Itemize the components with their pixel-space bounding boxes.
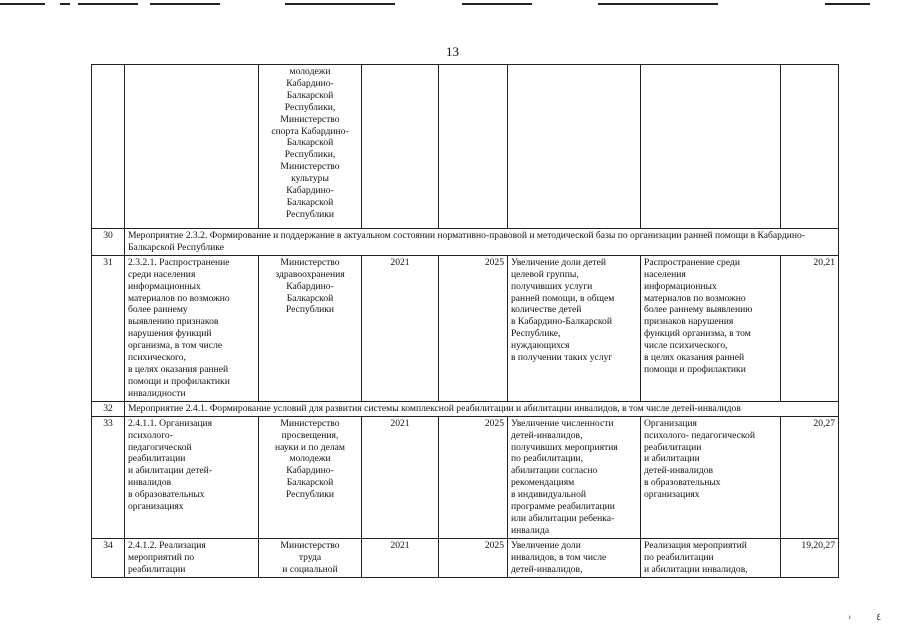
- executor: [259, 538, 362, 577]
- expected-result-line: Увеличение численности: [511, 417, 614, 429]
- event-name-line: 2.3.2.1. Распространение: [128, 256, 230, 268]
- expected-result-line: целевой группы,: [511, 268, 579, 280]
- expected-result-line: рекомендациям: [511, 477, 575, 489]
- indicator: [641, 255, 781, 401]
- expected-result-line: получивших мероприятия: [511, 441, 618, 453]
- executor-line: Республики,: [284, 101, 336, 113]
- event-name-line: инвалидов: [128, 477, 172, 489]
- indicator-line: психолого- педагогической: [644, 429, 755, 441]
- table-row: [92, 401, 839, 416]
- start-year: 2021: [362, 538, 439, 577]
- scan-edge-mark: [825, 3, 870, 5]
- executor-line: Кабардино-: [286, 280, 334, 292]
- event-name-line: в целях оказания ранней: [128, 363, 229, 375]
- row-number: 34: [92, 538, 125, 577]
- row-number: 31: [92, 255, 125, 401]
- row-number: 30: [92, 229, 125, 256]
- indicator-line: организациях: [644, 489, 700, 501]
- executor-line: Министерство: [280, 113, 340, 125]
- scan-edge-mark: [78, 3, 138, 5]
- executor-line: Министерство: [280, 539, 340, 551]
- indicator-line: в образовательных: [644, 477, 721, 489]
- expected-result-line: по реабилитации,: [511, 453, 584, 465]
- executor-line: Балкарской: [286, 137, 334, 149]
- event-name-line: организациях: [128, 501, 184, 513]
- indicator-line: функций организма, в том: [644, 328, 751, 340]
- expected-result-line: количестве детей: [511, 304, 582, 316]
- indicator-line: по реабилитации: [644, 551, 714, 563]
- event-name-line: психического,: [128, 352, 186, 364]
- indicator-line: признаков нарушения: [644, 316, 734, 328]
- executor-line: Кабардино-: [286, 77, 334, 89]
- indicator: [641, 538, 781, 577]
- event-name-line: 2.4.1.1. Организация: [128, 417, 213, 429]
- executor-line: молодежи: [289, 453, 331, 465]
- event-name: [125, 538, 259, 577]
- end-year: 2025: [439, 416, 508, 538]
- row-number: 32: [92, 401, 125, 416]
- end-year: 2025: [439, 538, 508, 577]
- event-name-line: в образовательных: [128, 489, 205, 501]
- scan-corner-mark: ٤: [876, 612, 882, 623]
- indicator-line: помощи и профилактики: [644, 363, 746, 375]
- executor-line: Балкарской: [286, 292, 334, 304]
- indicator-line: Распространение среди: [644, 256, 740, 268]
- scan-edge-mark: [150, 3, 220, 5]
- table-row: [92, 229, 839, 256]
- events-table: [91, 64, 839, 578]
- executor: [259, 255, 362, 401]
- expected-result: [508, 255, 641, 401]
- expected-result-line: Увеличение доли детей: [511, 256, 606, 268]
- event-name-line: материалов по возможно: [128, 292, 230, 304]
- executor-line: и социальной: [282, 563, 338, 575]
- scan-corner-mark: ›: [848, 612, 852, 623]
- executor-line: Республики: [285, 208, 335, 220]
- event-name-line: информационных: [128, 280, 201, 292]
- expected-result-line: инвалидов, в том числе: [511, 551, 607, 563]
- expected-result-line: или абилитации ребенка-: [511, 512, 615, 524]
- executor-line: просвещения,: [281, 429, 339, 441]
- executor-line: науки и по делам: [274, 441, 345, 453]
- expected-result-line: инвалида: [511, 524, 550, 536]
- expected-result-line: абилитации согласно: [511, 465, 598, 477]
- event-name-line: инвалидности: [128, 387, 186, 399]
- event-name-line: и абилитации детей-: [128, 465, 213, 477]
- executor-line: Республики: [285, 304, 335, 316]
- indicator-line: в целях оказания ранней: [644, 352, 745, 364]
- executor-line: Балкарской: [286, 477, 334, 489]
- expected-result-line: получивших услуги: [511, 280, 593, 292]
- expected-result-line: нуждающихся: [511, 340, 570, 352]
- expected-result-line: в получении таких услуг: [511, 352, 613, 364]
- executor-line: Балкарской: [286, 89, 334, 101]
- indicator-line: материалов по возможно: [644, 292, 746, 304]
- indicator-line: числе психического,: [644, 340, 728, 352]
- executor-line: Министерство: [280, 161, 340, 173]
- indicator-line: информационных: [644, 280, 717, 292]
- section-heading: Мероприятие 2.3.2. Формирование и поддержание в актуальном состоянии нормативно-правовой и методической базы по организации ранней помощи в Кабардино-Балкарской Республике: [125, 229, 839, 256]
- event-name-line: среди населения: [128, 268, 196, 280]
- scan-edge-mark: [462, 3, 532, 5]
- executor-line: Министерство: [280, 256, 340, 268]
- executor-line: Кабардино-: [286, 465, 334, 477]
- event-name-line: реабилитации: [128, 453, 186, 465]
- indicator-line: населения: [644, 268, 686, 280]
- indicator: [641, 65, 781, 229]
- event-name-line: педагогической: [128, 441, 192, 453]
- event-name-line: организма, в том числе: [128, 340, 223, 352]
- executor: [259, 416, 362, 538]
- event-name-line: помощи и профилактики: [128, 375, 230, 387]
- end-year: 2025: [439, 255, 508, 401]
- indicator-code: 19,20,27: [781, 538, 839, 577]
- executor-line: Республики: [285, 489, 335, 501]
- event-name-line: нарушения функций: [128, 328, 212, 340]
- scan-edge-mark: [285, 3, 395, 5]
- expected-result-line: Республике,: [511, 328, 561, 340]
- expected-result-line: в индивидуальной: [511, 489, 586, 501]
- page-number: 13: [446, 44, 459, 59]
- event-name-line: реабилитации: [128, 563, 186, 575]
- event-name: [125, 255, 259, 401]
- expected-result-line: в Кабардино-Балкарской: [511, 316, 612, 328]
- expected-result: [508, 65, 641, 229]
- executor-line: Кабардино-: [286, 185, 334, 197]
- event-name: [125, 416, 259, 538]
- section-heading: Мероприятие 2.4.1. Формирование условий для развития системы комплексной реабилитации и абилитации инвалидов, в том числе детей-инвалидов: [125, 401, 839, 416]
- start-year: [362, 65, 439, 229]
- row-number: 33: [92, 416, 125, 538]
- table-row: [92, 416, 839, 538]
- indicator-code: 20,21: [781, 255, 839, 401]
- row-number: [92, 65, 125, 229]
- executor-line: Республики,: [284, 149, 336, 161]
- indicator-line: и абилитации: [644, 453, 700, 465]
- event-name-line: выявлению признаков: [128, 316, 219, 328]
- executor-line: молодежи: [289, 66, 331, 77]
- indicator-line: детей-инвалидов: [644, 465, 714, 477]
- scan-edge-mark: [0, 3, 45, 5]
- event-name-line: психолого-: [128, 429, 173, 441]
- indicator-line: Реализация мероприятий: [644, 539, 747, 551]
- start-year: 2021: [362, 416, 439, 538]
- indicator-code: 20,27: [781, 416, 839, 538]
- indicator: [641, 416, 781, 538]
- expected-result: [508, 416, 641, 538]
- indicator-line: Организация: [644, 417, 697, 429]
- executor: [259, 65, 362, 229]
- executor-line: Министерство: [280, 417, 340, 429]
- executor-line: спорта Кабардино-: [271, 125, 349, 137]
- event-name: [125, 65, 259, 229]
- table-row: [92, 538, 839, 577]
- expected-result-line: программе реабилитации: [511, 501, 615, 513]
- indicator-line: более раннему выявлению: [644, 304, 753, 316]
- start-year: 2021: [362, 255, 439, 401]
- expected-result-line: детей-инвалидов,: [511, 563, 583, 575]
- executor-line: труда: [298, 551, 322, 563]
- table-row: [92, 255, 839, 401]
- expected-result-line: детей-инвалидов,: [511, 429, 583, 441]
- indicator-line: реабилитации: [644, 441, 702, 453]
- scan-edge-mark: [598, 3, 718, 5]
- indicator-code: [781, 65, 839, 229]
- executor-line: культуры: [291, 173, 329, 185]
- end-year: [439, 65, 508, 229]
- executor-line: здравоохранения: [275, 268, 345, 280]
- executor-line: Балкарской: [286, 196, 334, 208]
- event-name-line: более раннему: [128, 304, 188, 316]
- indicator-line: и абилитации инвалидов,: [644, 563, 748, 575]
- expected-result-line: ранней помощи, в общем: [511, 292, 615, 304]
- scan-edge-mark: [60, 3, 70, 5]
- event-name-line: 2.4.1.2. Реализация: [128, 539, 206, 551]
- expected-result-line: Увеличение доли: [511, 539, 581, 551]
- event-name-line: мероприятий по: [128, 551, 195, 563]
- expected-result: [508, 538, 641, 577]
- table-row: [92, 65, 839, 229]
